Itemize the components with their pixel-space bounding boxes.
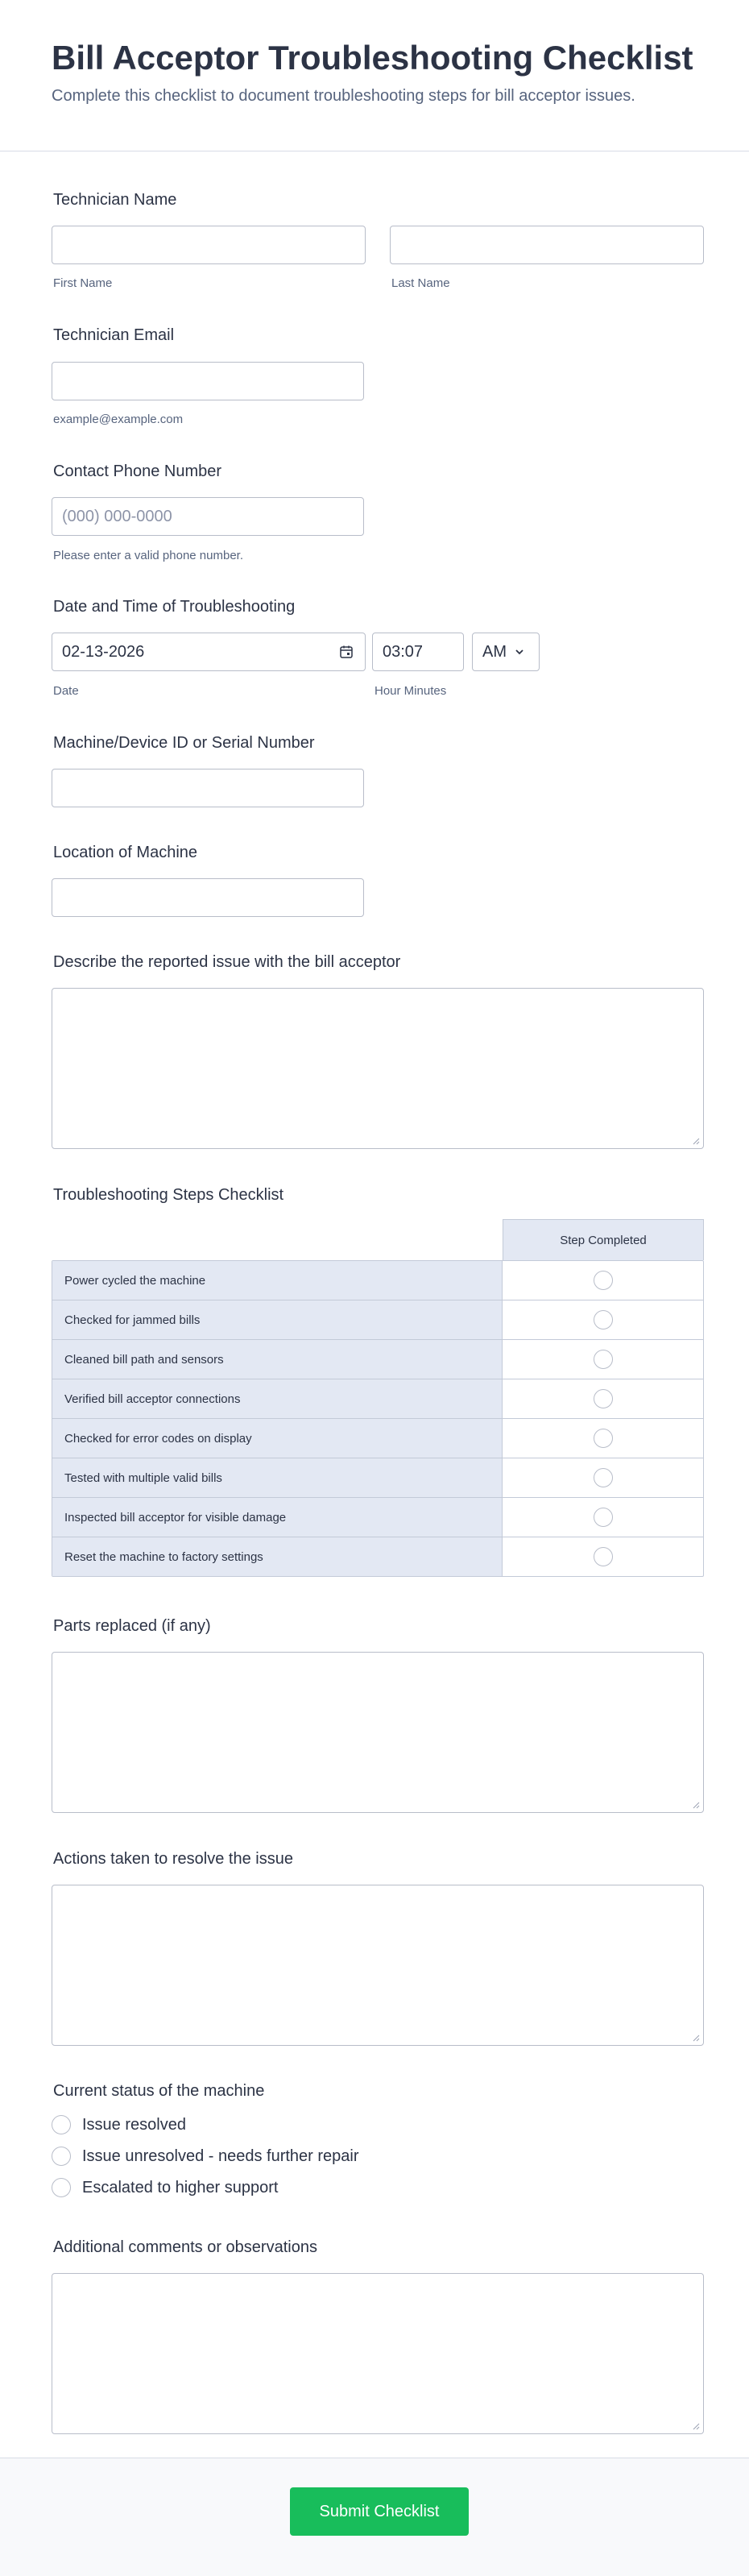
resize-handle-icon[interactable] — [692, 2034, 700, 2042]
matrix-row-label: Checked for jammed bills — [52, 1300, 503, 1339]
actions-textarea[interactable] — [52, 1885, 704, 2046]
matrix-row-label: Verified bill acceptor connections — [52, 1379, 503, 1418]
chevron-down-icon — [515, 647, 524, 657]
matrix-row-label: Cleaned bill path and sensors — [52, 1340, 503, 1379]
machine-id-label: Machine/Device ID or Serial Number — [53, 734, 315, 752]
time-sublabel: Hour Minutes — [374, 684, 447, 698]
matrix-row — [52, 1340, 703, 1379]
matrix-row-label: Power cycled the machine — [52, 1261, 503, 1300]
parts-textarea[interactable] — [52, 1652, 704, 1813]
step-completed-radio[interactable] — [594, 1271, 613, 1290]
matrix-cell — [503, 1300, 703, 1339]
status-radio[interactable] — [52, 2147, 71, 2166]
calendar-icon[interactable] — [339, 645, 354, 659]
first-name-input[interactable] — [52, 226, 366, 264]
comments-label: Additional comments or observations — [53, 2238, 317, 2256]
parts-label: Parts replaced (if any) — [53, 1617, 211, 1635]
email-field[interactable] — [52, 362, 364, 400]
matrix-column-header: Step Completed — [503, 1219, 704, 1260]
date-input[interactable] — [52, 633, 366, 671]
matrix-cell — [503, 1419, 703, 1458]
step-completed-radio[interactable] — [594, 1508, 613, 1527]
status-option-label: Escalated to higher support — [82, 2178, 279, 2196]
checklist-label: Troubleshooting Steps Checklist — [53, 1186, 284, 1204]
page-title: Bill Acceptor Troubleshooting Checklist — [52, 39, 693, 77]
matrix-row — [52, 1261, 703, 1300]
technician-email-label: Technician Email — [53, 326, 175, 344]
time-input[interactable]: 03:07 — [372, 633, 464, 671]
matrix-cell — [503, 1379, 703, 1418]
matrix-row-label: Checked for error codes on display — [52, 1419, 503, 1458]
first-name-sublabel: First Name — [53, 276, 113, 290]
last-name-input[interactable] — [390, 226, 704, 264]
matrix-cell — [503, 1498, 703, 1537]
status-option[interactable] — [52, 2115, 186, 2134]
phone-placeholder: (000) 000-0000 — [62, 507, 172, 525]
location-input[interactable] — [52, 878, 364, 917]
date-sublabel: Date — [53, 684, 79, 698]
step-completed-radio[interactable] — [594, 1468, 613, 1487]
form-footer — [0, 2458, 749, 2576]
technician-name-label: Technician Name — [53, 191, 177, 209]
matrix-cell — [503, 1458, 703, 1497]
phone-sublabel: Please enter a valid phone number. — [53, 549, 243, 562]
datetime-label: Date and Time of Troubleshooting — [53, 598, 296, 616]
date-value: 02-13-2026 — [62, 642, 145, 661]
issue-textarea[interactable] — [52, 988, 704, 1149]
status-option[interactable] — [52, 2147, 359, 2166]
submit-button[interactable]: Submit Checklist — [290, 2487, 469, 2536]
matrix-row-label: Tested with multiple valid bills — [52, 1458, 503, 1497]
matrix-row — [52, 1458, 703, 1498]
matrix-row-label: Inspected bill acceptor for visible damage — [52, 1498, 503, 1537]
last-name-sublabel: Last Name — [391, 276, 450, 290]
status-option-label: Issue unresolved - needs further repair — [82, 2147, 359, 2165]
status-radio[interactable] — [52, 2178, 71, 2197]
issue-label: Describe the reported issue with the bill acceptor — [53, 953, 401, 971]
status-radio[interactable] — [52, 2115, 71, 2134]
matrix-row — [52, 1498, 703, 1537]
matrix-body — [52, 1260, 704, 1577]
matrix-cell — [503, 1537, 703, 1576]
matrix-cell — [503, 1261, 703, 1300]
matrix-row — [52, 1419, 703, 1458]
location-label: Location of Machine — [53, 844, 198, 861]
status-option-label: Issue resolved — [82, 2115, 186, 2134]
matrix-row — [52, 1537, 703, 1576]
form-header — [0, 0, 749, 151]
resize-handle-icon[interactable] — [692, 2422, 700, 2430]
resize-handle-icon[interactable] — [692, 1137, 700, 1145]
actions-label: Actions taken to resolve the issue — [53, 1850, 293, 1868]
step-completed-radio[interactable] — [594, 1547, 613, 1566]
status-label: Current status of the machine — [53, 2082, 265, 2100]
matrix-cell — [503, 1340, 703, 1379]
matrix-row — [52, 1300, 703, 1340]
status-option[interactable] — [52, 2178, 279, 2197]
step-completed-radio[interactable] — [594, 1310, 613, 1329]
comments-textarea[interactable] — [52, 2273, 704, 2434]
machine-id-input[interactable] — [52, 769, 364, 807]
step-completed-radio[interactable] — [594, 1389, 613, 1408]
step-completed-radio[interactable] — [594, 1350, 613, 1369]
email-sublabel: example@example.com — [53, 413, 184, 426]
resize-handle-icon[interactable] — [692, 1801, 700, 1809]
ampm-select[interactable] — [472, 633, 540, 671]
phone-input[interactable] — [52, 497, 364, 536]
matrix-row — [52, 1379, 703, 1419]
phone-label: Contact Phone Number — [53, 463, 222, 480]
ampm-value: AM — [482, 642, 507, 661]
step-completed-radio[interactable] — [594, 1429, 613, 1448]
matrix-row-label: Reset the machine to factory settings — [52, 1537, 503, 1576]
page-subtitle: Complete this checklist to document troubleshooting steps for bill acceptor issues. — [52, 87, 635, 105]
